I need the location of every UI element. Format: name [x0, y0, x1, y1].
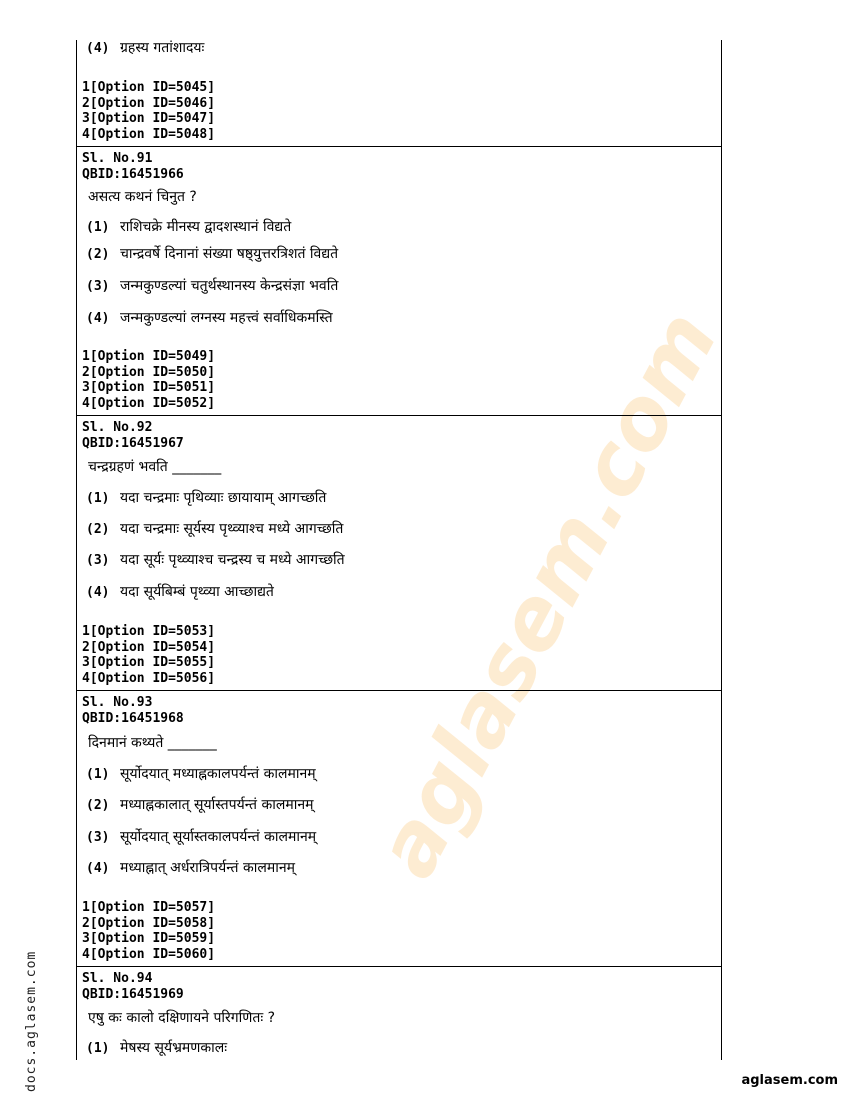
serial-number: Sl. No.91: [82, 151, 153, 166]
option-text: ग्रहस्य गतांशादयः: [120, 40, 205, 56]
question-header: [82, 971, 712, 1002]
option-row: [86, 276, 338, 297]
side-url-text: docs.aglasem.com: [24, 950, 39, 1092]
option-text: मध्याह्नात् अर्धरात्रिपर्यन्तं कालमानम्: [120, 860, 295, 876]
question-text: चन्द्रग्रहणं भवति _______: [88, 459, 222, 475]
serial-number: Sl. No.93: [82, 695, 153, 710]
option-text: जन्मकुण्डल्यां लग्नस्य महत्त्वं सर्वाधिकमस्ति: [120, 310, 333, 326]
option-row: [86, 217, 291, 238]
option-number: (2): [86, 522, 110, 537]
option-number: (4): [86, 311, 110, 326]
option-text: यदा सूर्यः पृथ्व्याश्च चन्द्रस्य च मध्ये आगच्छति: [120, 552, 345, 568]
option-id: 4[Option ID=5056]: [82, 670, 216, 686]
option-row: [86, 582, 274, 603]
option-id: 2[Option ID=5046]: [82, 95, 216, 111]
option-row: [86, 519, 343, 540]
option-row: [86, 1038, 227, 1059]
qbid: QBID:16451969: [82, 986, 184, 1002]
option-id: 1[Option ID=5045]: [82, 80, 216, 95]
option-id: 1[Option ID=5049]: [82, 349, 216, 364]
option-number: (1): [86, 220, 110, 235]
option-text: चान्द्रवर्षे दिनानां संख्या षष्ठ्युत्तरत्रिशतं विद्यते: [120, 246, 339, 262]
option-id-list: [82, 80, 712, 142]
option-row: [86, 308, 333, 329]
option-id-list: [82, 900, 712, 962]
row-divider: [76, 415, 722, 416]
option-number: (2): [86, 798, 110, 813]
question-header: [82, 151, 712, 182]
serial-number: Sl. No.94: [82, 971, 153, 986]
option-text: मध्याह्नकालात् सूर्यास्तपर्यन्तं कालमानम्: [120, 797, 314, 813]
qbid: QBID:16451966: [82, 166, 184, 182]
option-text: यदा सूर्यबिम्बं पृथ्व्या आच्छाद्यते: [120, 584, 274, 600]
qbid: QBID:16451967: [82, 435, 184, 451]
option-text: सूर्योदयात् मध्याह्नकालपर्यन्तं कालमानम्: [120, 766, 316, 782]
option-number: (4): [86, 861, 110, 876]
option-row: [86, 764, 316, 785]
option-number: (2): [86, 247, 110, 262]
option-row: [86, 38, 204, 59]
option-row: [86, 550, 345, 571]
option-text: मेषस्य सूर्यभ्रमणकालः: [120, 1040, 228, 1056]
option-number: (1): [86, 1041, 110, 1056]
option-text: जन्मकुण्डल्यां चतुर्थस्थानस्य केन्द्रसंज्ञा भवति: [120, 278, 339, 294]
option-number: (4): [86, 585, 110, 600]
option-number: (3): [86, 830, 110, 845]
option-id: 2[Option ID=5058]: [82, 915, 216, 931]
question-text: दिनमानं कथ्यते _______: [88, 735, 217, 751]
row-divider: [76, 146, 722, 147]
option-row: [86, 244, 338, 265]
option-id: 3[Option ID=5059]: [82, 931, 216, 946]
option-number: (3): [86, 279, 110, 294]
option-row: [86, 858, 295, 879]
option-number: (3): [86, 553, 110, 568]
option-id-list: [82, 624, 712, 686]
question-header: [82, 695, 712, 726]
qbid: QBID:16451968: [82, 710, 184, 726]
option-text: यदा चन्द्रमाः पृथिव्याः छायायाम् आगच्छति: [120, 490, 327, 506]
option-row: [86, 827, 316, 848]
option-row: [86, 488, 326, 509]
option-text: राशिचक्रे मीनस्य द्वादशस्थानं विद्यते: [120, 219, 292, 235]
row-divider: [76, 966, 722, 967]
option-number: (4): [86, 41, 110, 56]
option-id: 1[Option ID=5057]: [82, 900, 216, 915]
option-id: 4[Option ID=5052]: [82, 395, 216, 411]
question-text: असत्य कथनं चिनुत ?: [88, 189, 197, 205]
option-id: 3[Option ID=5055]: [82, 655, 216, 670]
question-header: [82, 420, 712, 451]
option-number: (1): [86, 767, 110, 782]
option-id: 4[Option ID=5048]: [82, 126, 216, 142]
option-id: 4[Option ID=5060]: [82, 946, 216, 962]
option-id: 2[Option ID=5050]: [82, 364, 216, 380]
row-divider: [76, 690, 722, 691]
option-id: 1[Option ID=5053]: [82, 624, 216, 639]
option-text: यदा चन्द्रमाः सूर्यस्य पृथ्व्याश्च मध्ये आगच्छति: [120, 521, 344, 537]
option-id: 2[Option ID=5054]: [82, 639, 216, 655]
option-number: (1): [86, 491, 110, 506]
question-text: एषु कः कालो दक्षिणायने परिगणितः ?: [88, 1010, 276, 1026]
option-id: 3[Option ID=5047]: [82, 111, 216, 126]
serial-number: Sl. No.92: [82, 420, 153, 435]
option-row: [86, 795, 313, 816]
option-id-list: [82, 349, 712, 411]
option-id: 3[Option ID=5051]: [82, 380, 216, 395]
watermark: aglasem.com: [357, 295, 737, 893]
option-text: सूर्योदयात् सूर्यास्तकालपर्यन्तं कालमानम्: [120, 829, 317, 845]
brand-footer: aglasem.com: [741, 1073, 838, 1088]
